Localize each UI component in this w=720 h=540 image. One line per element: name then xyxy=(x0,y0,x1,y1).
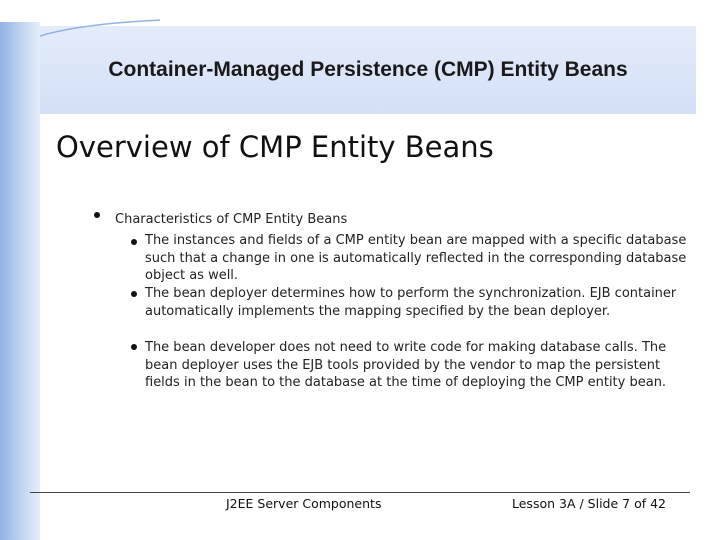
footer-slide-number: Lesson 3A / Slide 7 of 42 xyxy=(512,496,666,511)
sub-bullet-dot xyxy=(131,239,137,245)
sub-bullet-dot xyxy=(131,344,137,350)
footer-course-name: J2EE Server Components xyxy=(226,496,382,511)
footer-divider xyxy=(30,492,690,493)
sub-bullet-dot xyxy=(131,291,137,297)
bullet-text: Characteristics of CMP Entity Beans xyxy=(115,212,348,227)
sub-bullet-text: The bean developer does not need to write code for making database calls. The bean deployer uses the EJB tools provided by the vendor to map the persistent fields in the bean to the database at the time of deploying the CMP entity bean. xyxy=(145,340,667,390)
sub-bullet-text: The instances and fields of a CMP entity bean are mapped with a specific database such that a change in one is automatically reflected in the corresponding database object as well. xyxy=(145,233,687,283)
bullet-dot xyxy=(94,212,100,218)
slide-heading: Overview of CMP Entity Beans xyxy=(56,130,494,164)
sub-bullet-text: The bean deployer determines how to perform the synchronization. EJB container automatically implements the mapping specified by the bean deployer. xyxy=(145,286,677,319)
header-title: Container-Managed Persistence (CMP) Entity Beans xyxy=(108,58,628,81)
